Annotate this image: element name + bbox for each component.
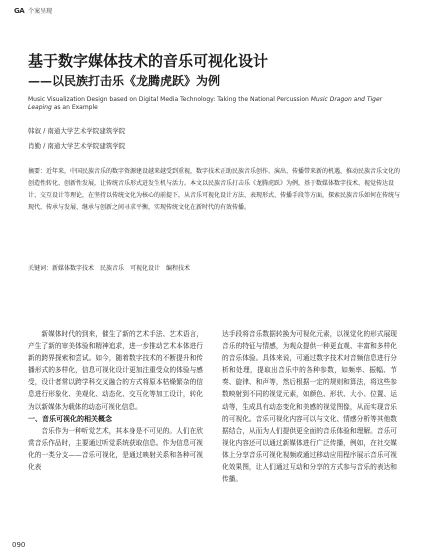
body-paragraph: 音乐作为一种听觉艺术，其本身是不可见的。人们在欣赏音乐作品时，主要通过听觉系统获取信息。作为信息可视化的一类分支——音乐可视化，是通过映射关系和各种可视化表 [28, 426, 203, 472]
body-paragraph: 新媒体时代的到来，催生了新的艺术手法、艺术语言，产生了新的审美体验和精神追求，进一步推动艺术本体进行新的跨界探索和尝试。如今，随着数字技术的不断提升和传播形式的多样化，信息可视化设计更加注重受众的体验与感受，设计者常以跨学科交叉融合的方式将原本枯燥繁杂的信息进行形象化、美观化、动态化、交互化等加工设计，转化为以新媒体为载体的动态可视化信息。 [28, 330, 203, 411]
body-column-left [28, 328, 203, 473]
article-title: 基于数字媒体技术的音乐可视化设计 [28, 52, 269, 70]
body-column-right [222, 328, 397, 485]
english-title-suffix: as an Example [51, 104, 98, 111]
english-title [28, 96, 388, 112]
page-number: 090 [12, 541, 26, 549]
abstract: 摘要：近年来，中国民族音乐的数字资源建设越来越受到重视，数字技术正助民族音乐创作、演出、传播带来新的机遇，推动民族音乐文化的创造性转化、创新性发展，让传统音乐形式迸发生机与活力。本文以民族音乐打击乐《龙腾虎跃》为例，基于数媒体数字技术、视觉传达设计、交互设计等理论，在坚持以传统文化为核心的前提下，从音乐可视化设计方法、表现形式、传播手段等方面，探索民族音乐如何在传统与现代、传承与发展、继承与创新之间寻求平衡，实现传统文化在新时代的有效传播。 [28, 168, 401, 211]
author-2: 肖勤 / 南通大学艺术学院建筑学院 [28, 142, 126, 150]
section-heading: 一、音乐可视化的相关概念 [28, 414, 112, 423]
journal-logo: GA [14, 6, 25, 15]
keywords: 关键词：新媒体数字技术 民族音乐 可视化设计 编程技术 [28, 265, 191, 272]
section-label: 个案呈现 [28, 8, 53, 15]
english-title-prefix: Music Visualization Design based on Digital Media Technology: Taking the National Percussion [28, 96, 311, 103]
author-1: 韩叙 / 南通大学艺术学院建筑学院 [28, 127, 126, 135]
article-subtitle: ——以民族打击乐《龙腾虎跃》为例 [28, 74, 221, 88]
running-header [14, 6, 52, 15]
body-paragraph: 达手段将音乐数据转换为可视化元素，以视觉化的形式展现音乐的特征与情感，为观众提供一种更直观、丰富和多样化的音乐体验。具体来说，可通过数字技术对音频信息进行分析和处理，提取出音乐中的各种参数，如频率、振幅、节奏、旋律、和声等，然后根据一定的规则和算法，将这些参数映射到不同的视觉元素，如颜色、形状、大小、位置、运动等，生成具有动态变化和美感的视觉图像，从而实现音乐的可视化。音乐可视化内容可以与文化、情感分析等其他数据结合，从而为人们提供更全面的音乐体验和理解。音乐可视化内容还可以通过新媒体进行广泛传播，例如，在社交媒体上分享音乐可视化视频或通过移动应用程序展示音乐可视化效果图，让人们通过互动和分享的方式参与音乐的表达和传播。 [222, 330, 397, 484]
english-title-italic: Music Dragon and Tiger Leaping [28, 96, 383, 111]
